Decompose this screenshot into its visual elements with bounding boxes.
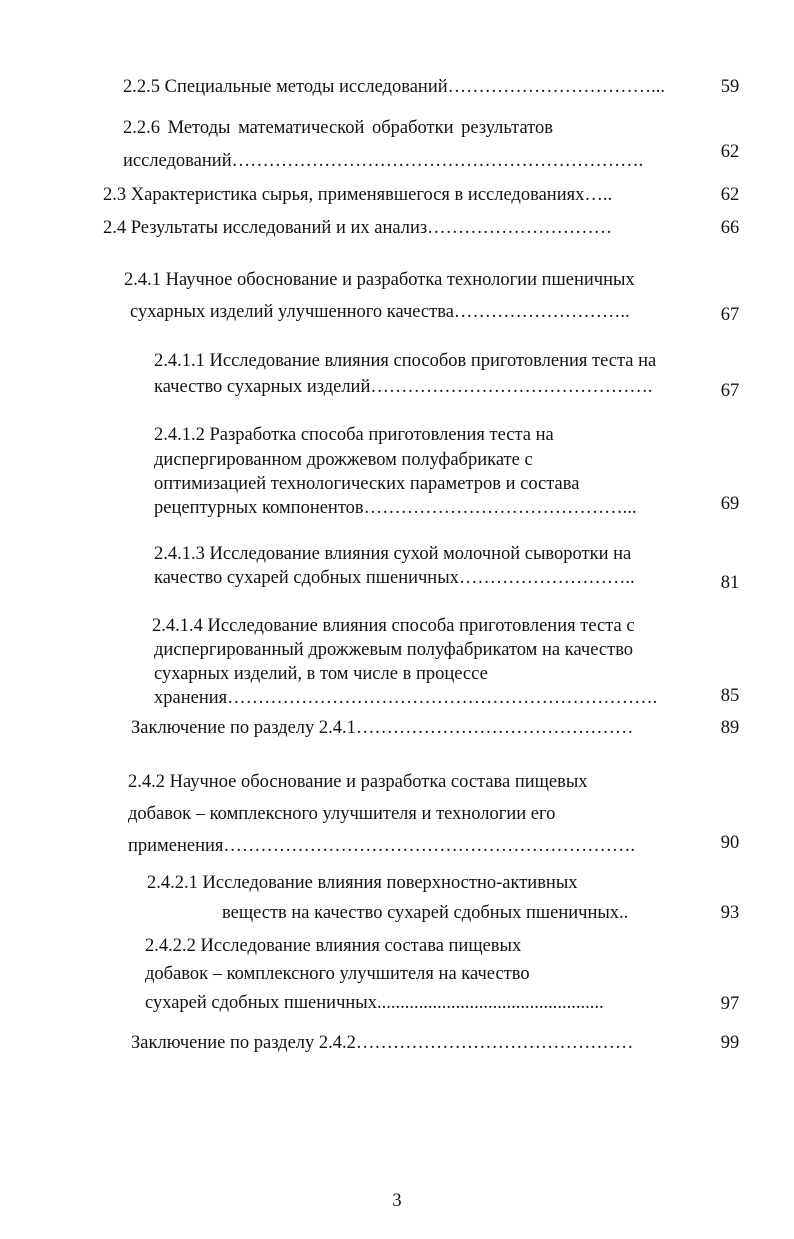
toc-page-2-4-2: 90 xyxy=(720,833,740,853)
toc-entry-2-4-1-1-line2: качество сухарных изделий………………………………………. xyxy=(154,377,653,397)
toc-entry-2-4-1-line1: 2.4.1 Научное обоснование и разработка технологии пшеничных xyxy=(124,270,635,290)
toc-page-2-2-6: 62 xyxy=(720,142,740,162)
toc-entry-2-4-2-2-line3: сухарей сдобных пшеничных................................................. xyxy=(145,993,604,1013)
toc-entry-2-4-1-4-line1: 2.4.1.4 Исследование влияния способа приготовления теста с xyxy=(152,616,635,636)
toc-entry-2-4-2-line1: 2.4.2 Научное обоснование и разработка состава пищевых xyxy=(128,772,588,792)
toc-page-2-2-5: 59 xyxy=(720,77,740,97)
toc-page-2-4-1-1: 67 xyxy=(720,381,740,401)
toc-page-2-4-2-1: 93 xyxy=(720,903,740,923)
toc-entry-2-4-1-4-line3: сухарных изделий, в том числе в процессе xyxy=(154,664,488,684)
toc-page-2-4-1-2: 69 xyxy=(720,494,740,514)
toc-entry-2-4-1-3-line1: 2.4.1.3 Исследование влияния сухой молочной сыворотки на xyxy=(154,544,632,564)
toc-page-2-4-2-2: 97 xyxy=(720,994,740,1014)
toc-page-2-4-1: 67 xyxy=(720,305,740,325)
toc-conclusion-2-4-1: Заключение по разделу 2.4.1……………………………………… xyxy=(131,718,634,738)
toc-conclusion-2-4-2: Заключение по разделу 2.4.2……………………………………… xyxy=(131,1033,634,1053)
toc-page-conclusion-2-4-2: 99 xyxy=(720,1033,740,1053)
toc-entry-2-4-2-1-line1: 2.4.2.1 Исследование влияния поверхностно-активных xyxy=(147,873,578,893)
toc-entry-2-4-1-line2: сухарных изделий улучшенного качества……………………….. xyxy=(130,302,630,322)
toc-entry-2-2-6-line2: исследований…………………………………………………………. xyxy=(123,151,644,171)
toc-entry-2-4-1-2-line3: оптимизацией технологических параметров и состава xyxy=(154,474,580,494)
toc-page-2-3: 62 xyxy=(720,185,740,205)
toc-entry-2-4-1-1-line1: 2.4.1.1 Исследование влияния способов приготовления теста на xyxy=(154,351,657,371)
toc-entry-2-4-1-4-line4: хранения……………………………………………………………. xyxy=(154,688,658,708)
toc-entry-2-2-5: 2.2.5 Специальные методы исследований……………………………... xyxy=(123,77,665,97)
toc-page-2-4-1-3: 81 xyxy=(720,573,740,593)
toc-entry-2-4-1-2-line4: рецептурных компонентов……………………………………... xyxy=(154,498,637,518)
toc-page-2-4: 66 xyxy=(720,218,740,238)
toc-entry-2-4-2-1-line2: веществ на качество сухарей сдобных пшеничных.. xyxy=(222,903,629,923)
page-number: 3 xyxy=(392,1191,402,1211)
toc-entry-2-3: 2.3 Характеристика сырья, применявшегося в исследованиях….. xyxy=(103,185,613,205)
toc-entry-2-4-2-line3: применения…………………………………………………………. xyxy=(128,836,636,856)
toc-entry-2-4-1-3-line2: качество сухарей сдобных пшеничных……………………….. xyxy=(154,568,635,588)
toc-entry-2-4-2-2-line1: 2.4.2.2 Исследование влияния состава пищевых xyxy=(145,936,522,956)
toc-entry-2-4-1-4-line2: диспергированный дрожжевым полуфабрикатом на качество xyxy=(154,640,634,660)
toc-entry-2-4-2-2-line2: добавок – комплексного улучшителя на качество xyxy=(145,964,530,984)
toc-entry-2-2-6-line1: 2.2.6 Методы математической обработки результатов xyxy=(123,118,554,138)
toc-entry-2-4-1-2-line1: 2.4.1.2 Разработка способа приготовления теста на xyxy=(154,425,554,445)
toc-entry-2-4: 2.4 Результаты исследований и их анализ………………………… xyxy=(103,218,613,238)
toc-page-2-4-1-4: 85 xyxy=(720,686,740,706)
toc-entry-2-4-2-line2: добавок – комплексного улучшителя и технологии его xyxy=(128,804,556,824)
toc-entry-2-4-1-2-line2: диспергированном дрожжевом полуфабрикате с xyxy=(154,450,533,470)
toc-page-conclusion-2-4-1: 89 xyxy=(720,718,740,738)
